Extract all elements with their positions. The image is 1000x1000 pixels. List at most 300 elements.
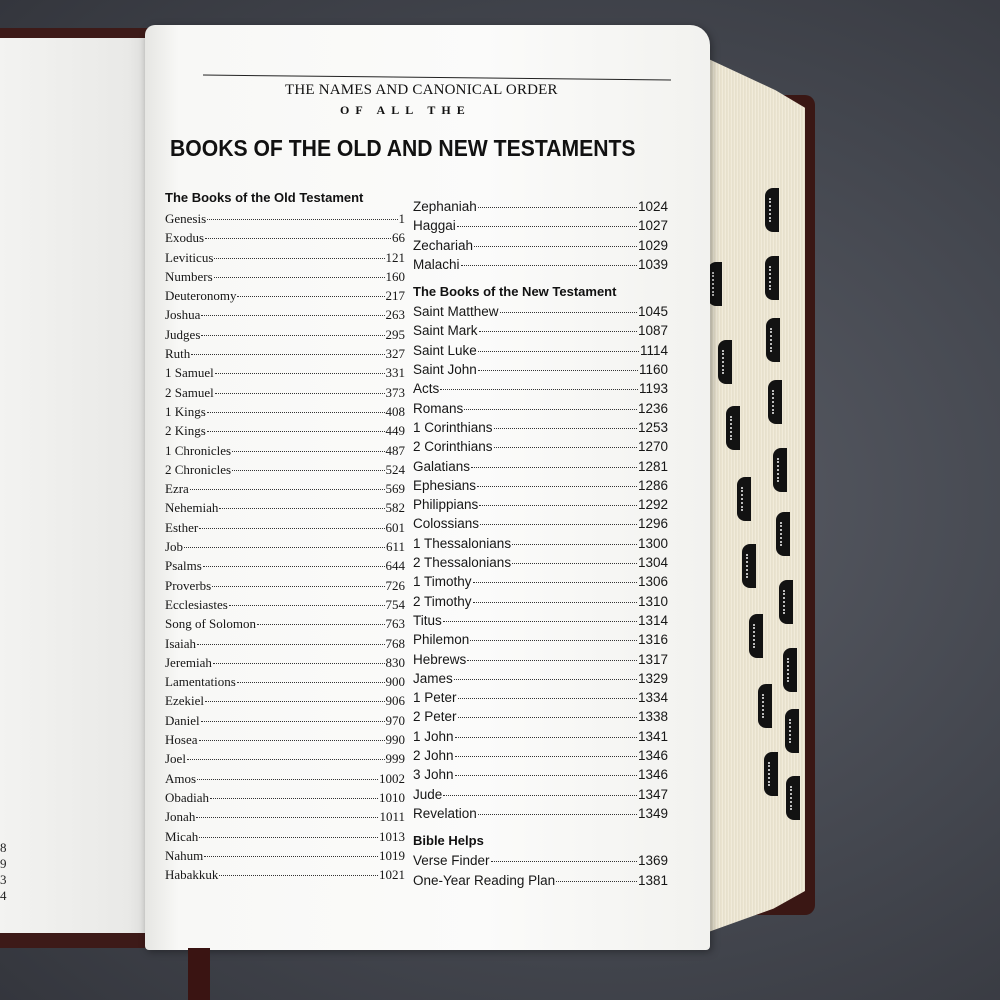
contents-entry — [413, 476, 668, 495]
contents-entry — [413, 746, 668, 765]
book-name: Saint John — [413, 362, 477, 378]
dot-leader — [471, 467, 637, 468]
book-name: 2 Corinthians — [413, 439, 493, 455]
contents-entry — [165, 286, 405, 305]
dot-leader — [478, 370, 638, 371]
contents-entry — [165, 363, 405, 382]
dot-leader — [494, 447, 637, 448]
new-testament-heading: The Books of the New Testament — [413, 284, 617, 300]
book-name: 1 Samuel — [165, 365, 214, 381]
book-name: James — [413, 670, 453, 686]
page-number: 970 — [385, 712, 405, 728]
dot-leader — [207, 431, 385, 432]
book-name: Revelation — [413, 805, 477, 821]
book-name: 3 John — [413, 767, 454, 783]
left-page-number: 3 — [0, 872, 7, 887]
page-number: 611 — [385, 539, 405, 555]
page-number: 1114 — [639, 342, 668, 358]
contents-entry — [165, 788, 405, 807]
contents-entry — [165, 807, 405, 826]
page-number: 900 — [385, 674, 405, 690]
page-number: 449 — [385, 423, 405, 439]
dot-leader — [458, 698, 637, 699]
old-testament-heading: The Books of the Old Testament — [165, 190, 364, 205]
thumb-tab[interactable] — [773, 448, 787, 492]
page-number: 1270 — [637, 439, 668, 455]
thumb-tab[interactable] — [783, 648, 797, 692]
book-name: Verse Finder — [413, 853, 490, 869]
page-number: 1369 — [637, 853, 668, 869]
contents-entry — [165, 614, 405, 633]
book-name: Joshua — [165, 307, 201, 323]
page-number: 1304 — [637, 555, 668, 571]
contents-entry — [413, 255, 668, 274]
dot-leader — [219, 875, 378, 876]
book-name: Ezra — [165, 481, 189, 497]
page-number: 999 — [385, 751, 405, 767]
dot-leader — [207, 219, 397, 220]
dot-leader — [455, 737, 637, 738]
contents-entry — [413, 514, 668, 533]
dot-leader — [197, 779, 378, 780]
page-number: 906 — [385, 693, 405, 709]
contents-entry — [165, 267, 405, 286]
book-name: Ruth — [165, 346, 191, 362]
dot-leader — [232, 451, 384, 452]
contents-entry — [165, 672, 405, 691]
book-name: Ecclesiastes — [165, 596, 228, 612]
book-name: 1 Chronicles — [165, 442, 232, 458]
contents-entry — [165, 749, 405, 768]
contents-entry — [165, 556, 405, 575]
contents-entry — [165, 846, 405, 865]
book-name: Psalms — [165, 558, 202, 574]
contents-entry — [165, 691, 405, 710]
contents-entry — [165, 498, 405, 517]
book-name: Esther — [165, 519, 199, 535]
page-number: 830 — [385, 654, 405, 670]
book-name: Judges — [165, 326, 201, 342]
dot-leader — [464, 409, 637, 410]
bible-helps-list — [413, 851, 668, 890]
book-name: 2 Peter — [413, 709, 457, 725]
page-number: 1021 — [379, 867, 405, 883]
contents-entry — [165, 518, 405, 537]
book-name: Song of Solomon — [165, 616, 257, 632]
book-name: 1 Peter — [413, 690, 457, 706]
page-number: 1306 — [637, 574, 668, 590]
contents-entry — [413, 765, 668, 784]
contents-page — [145, 25, 710, 950]
contents-entry — [165, 421, 405, 440]
contents-entry — [413, 495, 668, 514]
book-name: 1 Thessalonians — [413, 535, 512, 551]
page-number: 295 — [385, 326, 405, 342]
dot-leader — [478, 814, 637, 815]
page-number: 1286 — [637, 477, 668, 493]
book-name: Numbers — [165, 268, 213, 284]
book-name: Haggai — [413, 218, 456, 234]
book-name: Hosea — [165, 732, 198, 748]
book-name: Habakkuk — [165, 867, 219, 883]
contents-entry — [413, 871, 668, 890]
dot-leader — [237, 682, 385, 683]
page-number: 1329 — [637, 670, 668, 686]
book-name: Malachi — [413, 256, 460, 272]
contents-entry — [413, 302, 668, 321]
contents-entry — [413, 399, 668, 418]
contents-entry — [165, 711, 405, 730]
book-name: Hebrews — [413, 651, 467, 667]
page-number: 569 — [385, 481, 405, 497]
dot-leader — [461, 265, 637, 266]
page-number: 1281 — [637, 458, 668, 474]
contents-entry — [165, 248, 405, 267]
page-number: 408 — [385, 403, 405, 419]
book-name: Saint Mark — [413, 323, 478, 339]
contents-entry — [413, 592, 668, 611]
page-number: 66 — [392, 230, 405, 246]
page-number: 1253 — [637, 419, 668, 435]
page-number: 1024 — [637, 199, 668, 214]
left-page — [0, 38, 160, 933]
contents-entry — [413, 236, 668, 255]
book-name: Ezekiel — [165, 693, 204, 709]
page-number: 763 — [385, 616, 405, 632]
book-name: Jude — [413, 786, 443, 802]
dot-leader — [467, 660, 637, 661]
dot-leader — [215, 393, 385, 394]
thumb-tab[interactable] — [766, 318, 780, 362]
dot-leader — [204, 856, 378, 857]
page-number: 1347 — [637, 786, 668, 802]
dot-leader — [454, 679, 637, 680]
dot-leader — [210, 798, 378, 799]
page-number: 327 — [385, 346, 405, 362]
page-number: 1292 — [637, 497, 668, 513]
book-name: Colossians — [413, 516, 480, 532]
dot-leader — [512, 563, 637, 564]
book-name: Job — [165, 539, 184, 555]
page-title: BOOKS OF THE OLD AND NEW TESTAMENTS — [170, 135, 636, 161]
contents-entry — [413, 360, 668, 379]
contents-entry — [165, 769, 405, 788]
dot-leader — [470, 640, 637, 641]
contents-entry — [413, 321, 668, 340]
dot-leader — [184, 547, 385, 548]
page-number: 1334 — [637, 690, 668, 706]
contents-entry — [165, 383, 405, 402]
dot-leader — [455, 775, 637, 776]
contents-entry — [413, 727, 668, 746]
contents-entry — [413, 197, 668, 216]
book-name: Proverbs — [165, 577, 212, 593]
book-name: Joel — [165, 751, 186, 767]
dot-leader — [201, 315, 384, 316]
page-number: 1013 — [379, 828, 405, 844]
page-number: 524 — [385, 461, 405, 477]
page-number: 1310 — [637, 593, 668, 609]
contents-entry — [165, 730, 405, 749]
contents-entry — [165, 653, 405, 672]
contents-entry — [413, 688, 668, 707]
page-number: 487 — [385, 442, 405, 458]
thumb-tab[interactable] — [718, 340, 732, 384]
page-number: 1002 — [379, 770, 405, 786]
contents-entry — [165, 228, 405, 247]
contents-entry — [413, 457, 668, 476]
dot-leader — [201, 721, 385, 722]
contents-entry — [413, 804, 668, 823]
contents-entry — [413, 379, 668, 398]
page-number: 1296 — [637, 516, 668, 532]
contents-entry — [165, 595, 405, 614]
book-name: 1 Timothy — [413, 574, 472, 590]
left-page-number: 8 — [0, 840, 7, 855]
page-number: 1236 — [637, 400, 668, 416]
contents-entry — [165, 865, 405, 884]
page-number: 1316 — [637, 632, 668, 648]
book-name: Nehemiah — [165, 500, 219, 516]
book-name: 2 Chronicles — [165, 461, 232, 477]
dot-leader — [213, 663, 385, 664]
book-name: 1 Kings — [165, 403, 206, 419]
book-name: Philippians — [413, 497, 479, 513]
contents-entry — [413, 534, 668, 553]
dot-leader — [190, 489, 385, 490]
dot-leader — [215, 373, 385, 374]
page-number: 263 — [385, 307, 405, 323]
page-number: 644 — [385, 558, 405, 574]
page-number: 1029 — [637, 237, 668, 253]
book-name: Amos — [165, 770, 197, 786]
contents-entry — [165, 402, 405, 421]
contents-entry — [165, 344, 405, 363]
page-number: 1087 — [637, 323, 668, 339]
dot-leader — [205, 701, 385, 702]
book-name: 1 John — [413, 728, 454, 744]
left-page-number: 4 — [0, 888, 7, 903]
page-number: 601 — [385, 519, 405, 535]
dot-leader — [197, 644, 384, 645]
contents-entry — [413, 572, 668, 591]
thumb-tab[interactable] — [742, 544, 756, 588]
dot-leader — [480, 524, 637, 525]
dot-leader — [199, 528, 384, 529]
contents-entry — [413, 669, 668, 688]
book-name: Romans — [413, 400, 464, 416]
book-name: 2 Kings — [165, 423, 206, 439]
header-rule — [203, 75, 671, 81]
right-column — [413, 197, 668, 890]
dot-leader — [229, 605, 385, 606]
dot-leader — [491, 861, 637, 862]
dot-leader — [473, 582, 637, 583]
dot-leader — [214, 277, 385, 278]
thumb-tab[interactable] — [749, 614, 763, 658]
page-number: 373 — [385, 384, 405, 400]
thumb-tab[interactable] — [764, 752, 778, 796]
contents-entry — [165, 634, 405, 653]
new-testament-list — [413, 302, 668, 823]
page-number: 1346 — [637, 767, 668, 783]
book-name: Zephaniah — [413, 199, 477, 214]
contents-entry — [165, 537, 405, 556]
page-number: 217 — [385, 288, 405, 304]
dot-leader — [237, 296, 384, 297]
dot-leader — [473, 602, 637, 603]
thumb-tab[interactable] — [779, 580, 793, 624]
book-name: Ephesians — [413, 477, 477, 493]
page-number: 1346 — [637, 748, 668, 764]
book-name: 2 Thessalonians — [413, 555, 512, 571]
bible-helps-heading: Bible Helps — [413, 833, 484, 849]
dot-leader — [191, 354, 384, 355]
book-name: Nahum — [165, 847, 204, 863]
dot-leader — [477, 486, 637, 487]
old-testament-column — [165, 187, 405, 884]
contents-entry — [413, 785, 668, 804]
page-number: 768 — [385, 635, 405, 651]
dot-leader — [478, 351, 639, 352]
book-name: Genesis — [165, 211, 207, 226]
dot-leader — [479, 331, 637, 332]
dot-leader — [199, 740, 385, 741]
page-number: 1011 — [379, 809, 405, 825]
dot-leader — [443, 621, 637, 622]
book-name: 2 Samuel — [165, 384, 214, 400]
book-name: Daniel — [165, 712, 200, 728]
page-number: 1317 — [637, 651, 668, 667]
book-name: Titus — [413, 612, 442, 628]
contents-entry — [165, 325, 405, 344]
page-number: 121 — [385, 249, 405, 265]
page-number: 1160 — [638, 362, 668, 378]
dot-leader — [556, 881, 637, 882]
contents-entry — [413, 418, 668, 437]
book-name: Jonah — [165, 809, 196, 825]
page-number: 331 — [385, 365, 405, 381]
header-line-1: THE NAMES AND CANONICAL ORDER — [285, 82, 558, 98]
contents-entry — [413, 851, 668, 870]
book-name: Saint Matthew — [413, 304, 499, 320]
dot-leader — [196, 817, 378, 818]
book-name: Zechariah — [413, 237, 474, 253]
dot-leader — [479, 505, 637, 506]
book-name: Isaiah — [165, 635, 197, 651]
page-number: 1349 — [637, 805, 668, 821]
ribbon-marker — [188, 948, 210, 1000]
book-name: Lamentations — [165, 674, 236, 690]
contents-entry — [413, 650, 668, 669]
thumb-tab[interactable] — [726, 406, 740, 450]
dot-leader — [494, 428, 637, 429]
page-number: 1314 — [637, 612, 668, 628]
book-name: Obadiah — [165, 789, 210, 805]
book-name: 2 Timothy — [413, 593, 472, 609]
page-number: 1 — [398, 211, 405, 226]
page-number: 1045 — [637, 304, 668, 320]
old-testament-continued-list — [413, 197, 668, 274]
thumb-tab[interactable] — [765, 188, 779, 232]
contents-entry — [413, 611, 668, 630]
page-number: 160 — [385, 268, 405, 284]
page-number: 1027 — [637, 218, 668, 234]
thumb-tab[interactable] — [776, 512, 790, 556]
thumb-tab[interactable] — [708, 262, 722, 306]
dot-leader — [199, 837, 378, 838]
book-name: Acts — [413, 381, 440, 397]
dot-leader — [219, 508, 384, 509]
book-name: Micah — [165, 828, 199, 844]
dot-leader — [187, 759, 385, 760]
dot-leader — [440, 389, 638, 390]
contents-entry — [165, 305, 405, 324]
book-name: Saint Luke — [413, 342, 477, 358]
contents-entry — [165, 209, 405, 228]
contents-entry — [413, 707, 668, 726]
contents-entry — [165, 441, 405, 460]
page-number: 582 — [385, 500, 405, 516]
page-number: 1193 — [638, 381, 668, 397]
book-name: 1 Corinthians — [413, 419, 493, 435]
page-number: 1338 — [637, 709, 668, 725]
thumb-tab[interactable] — [765, 256, 779, 300]
dot-leader — [257, 624, 384, 625]
thumb-tab[interactable] — [737, 477, 751, 521]
contents-entry — [165, 576, 405, 595]
page-number: 1300 — [637, 535, 668, 551]
contents-entry — [413, 553, 668, 572]
page-number: 1019 — [379, 847, 405, 863]
dot-leader — [443, 795, 637, 796]
dot-leader — [455, 756, 637, 757]
dot-leader — [205, 238, 391, 239]
dot-leader — [203, 566, 385, 567]
dot-leader — [232, 470, 384, 471]
dot-leader — [500, 312, 637, 313]
contents-entry — [413, 630, 668, 649]
contents-entry — [165, 827, 405, 846]
dot-leader — [207, 412, 385, 413]
page-number: 1039 — [637, 256, 668, 272]
thumb-tab[interactable] — [786, 776, 800, 820]
dot-leader — [478, 207, 637, 208]
thumb-tab[interactable] — [785, 709, 799, 753]
book-name: Deuteronomy — [165, 288, 237, 304]
dot-leader — [212, 586, 384, 587]
book-name: Galatians — [413, 458, 471, 474]
book-name: Exodus — [165, 230, 204, 246]
book-name: Leviticus — [165, 249, 214, 265]
page-number: 990 — [385, 732, 405, 748]
left-page-number: 9 — [0, 856, 7, 871]
dot-leader — [512, 544, 637, 545]
contents-entry — [413, 216, 668, 235]
header-line-2: OF ALL THE — [340, 103, 471, 117]
contents-entry — [165, 460, 405, 479]
dot-leader — [457, 226, 637, 227]
old-testament-list — [165, 209, 405, 884]
contents-entry — [413, 437, 668, 456]
dot-leader — [201, 335, 384, 336]
thumb-tab[interactable] — [768, 380, 782, 424]
thumb-tab[interactable] — [758, 684, 772, 728]
dot-leader — [214, 258, 384, 259]
page-number: 726 — [385, 577, 405, 593]
dot-leader — [474, 246, 637, 247]
book-name: Jeremiah — [165, 654, 212, 670]
